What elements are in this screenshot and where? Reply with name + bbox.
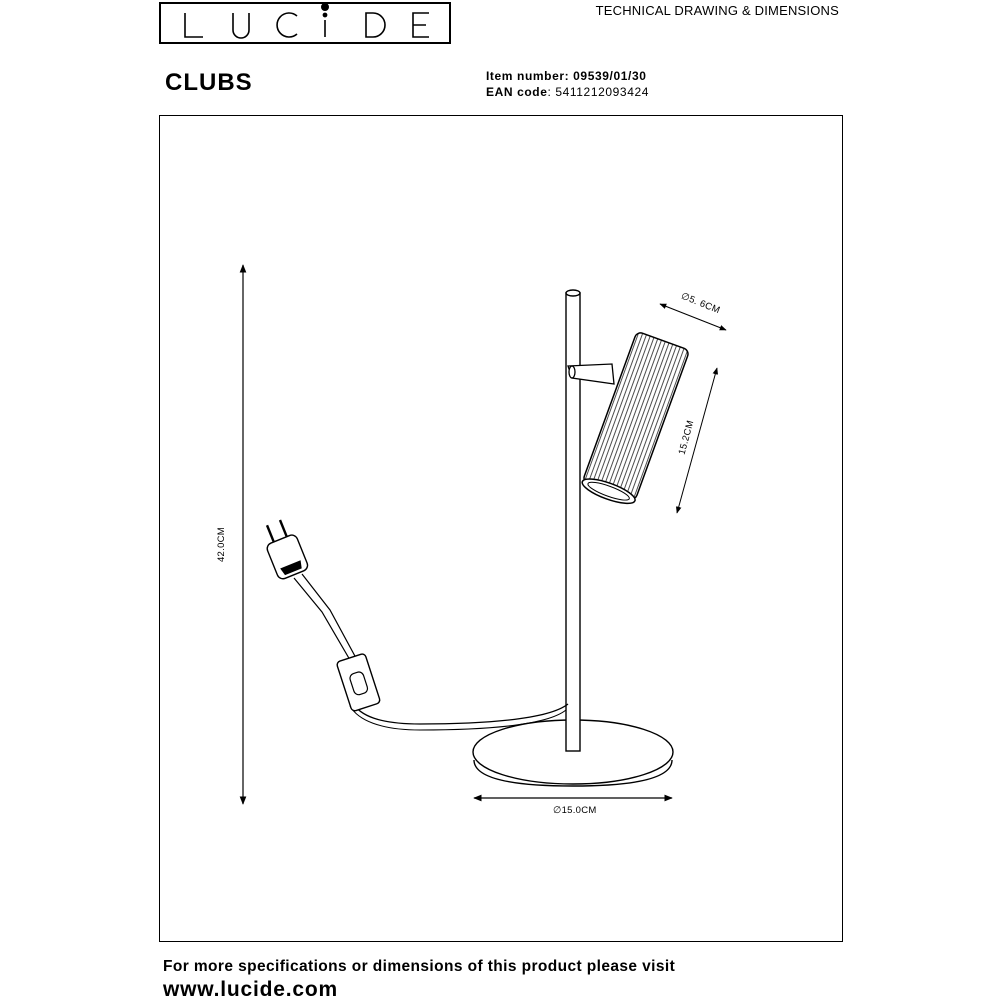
plug-cable	[294, 574, 356, 660]
lamp-pole	[566, 290, 580, 751]
lamp-head	[580, 331, 690, 508]
inline-switch	[336, 653, 381, 712]
section-title: TECHNICAL DRAWING & DIMENSIONS	[595, 3, 839, 18]
head-diameter-label: ∅5. 6CM	[679, 290, 722, 317]
item-number-value: : 09539/01/30	[564, 69, 647, 83]
item-number-label: Item number	[486, 69, 565, 83]
power-cable	[352, 702, 568, 724]
footer-website-link[interactable]: www.lucide.com	[163, 978, 338, 1001]
head-length-label: 15.2CM	[676, 419, 697, 456]
ean-label: EAN code	[486, 85, 548, 99]
height-dimension-label: 42.0CM	[216, 526, 228, 563]
base-diameter-label: ∅15.0CM	[553, 805, 597, 816]
product-name: CLUBS	[165, 69, 253, 96]
footer-note: For more specifications or dimensions of this product please visit	[163, 958, 676, 975]
power-plug	[259, 517, 310, 581]
ean-value: : 5411212093424	[547, 85, 650, 99]
